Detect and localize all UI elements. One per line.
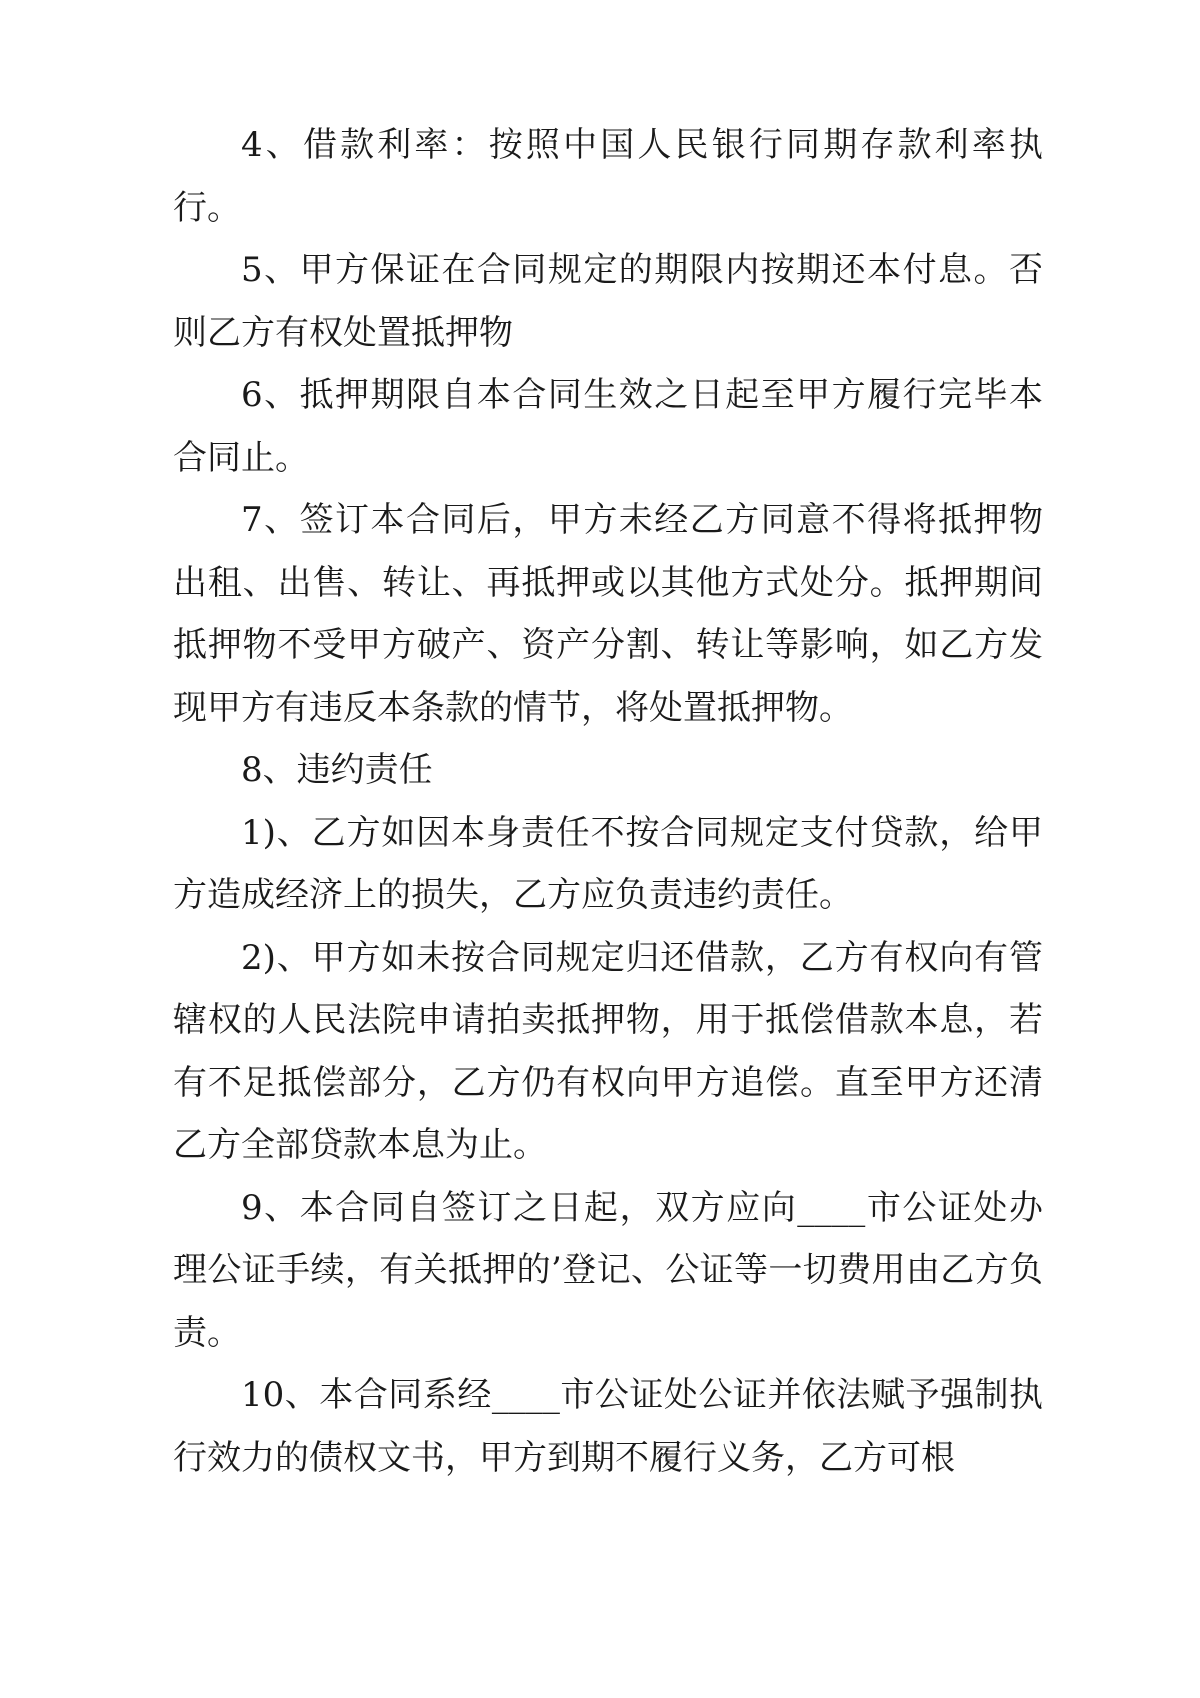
paragraph-7-disposal-restriction: 7、签订本合同后，甲方未经乙方同意不得将抵押物出租、出售、转让、再抵押或以其他方式处分。抵押期间抵押物不受甲方破产、资产分割、转让等影响，如乙方发现甲方有违反本条款的情节，将处置抵押物。 xyxy=(173,500,1043,728)
paragraph-9-notarization: 9、本合同自签订之日起，双方应向____市公证处办理公证手续，有关抵押的’登记、公证等一切费用由乙方负责。 xyxy=(173,1187,1043,1353)
paragraph-8-liability-heading: 8、违约责任 xyxy=(241,750,433,790)
paragraph-10-enforcement: 10、本合同系经____市公证处公证并依法赋予强制执行效力的债权文书，甲方到期不履行义务，乙方可根 xyxy=(173,1375,1043,1478)
paragraph-8-2-party-a-liability: 2)、甲方如未按合同规定归还借款，乙方有权向有管辖权的人民法院申请拍卖抵押物，用于抵偿借款本息，若有不足抵偿部分，乙方仍有权向甲方追偿。直至甲方还清乙方全部贷款本息为止。 xyxy=(173,937,1043,1165)
paragraph-4-interest-rate: 4、借款利率：按照中国人民银行同期存款利率执行。 xyxy=(173,125,1043,228)
paragraph-8-1-party-b-liability: 1)、乙方如因本身责任不按合同规定支付贷款，给甲方造成经济上的损失，乙方应负责违约责任。 xyxy=(173,812,1043,915)
document-body xyxy=(173,114,1043,1489)
paragraph-5-repayment: 5、甲方保证在合同规定的期限内按期还本付息。否则乙方有权处置抵押物 xyxy=(173,250,1043,353)
paragraph-6-mortgage-term: 6、抵押期限自本合同生效之日起至甲方履行完毕本合同止。 xyxy=(173,375,1043,478)
